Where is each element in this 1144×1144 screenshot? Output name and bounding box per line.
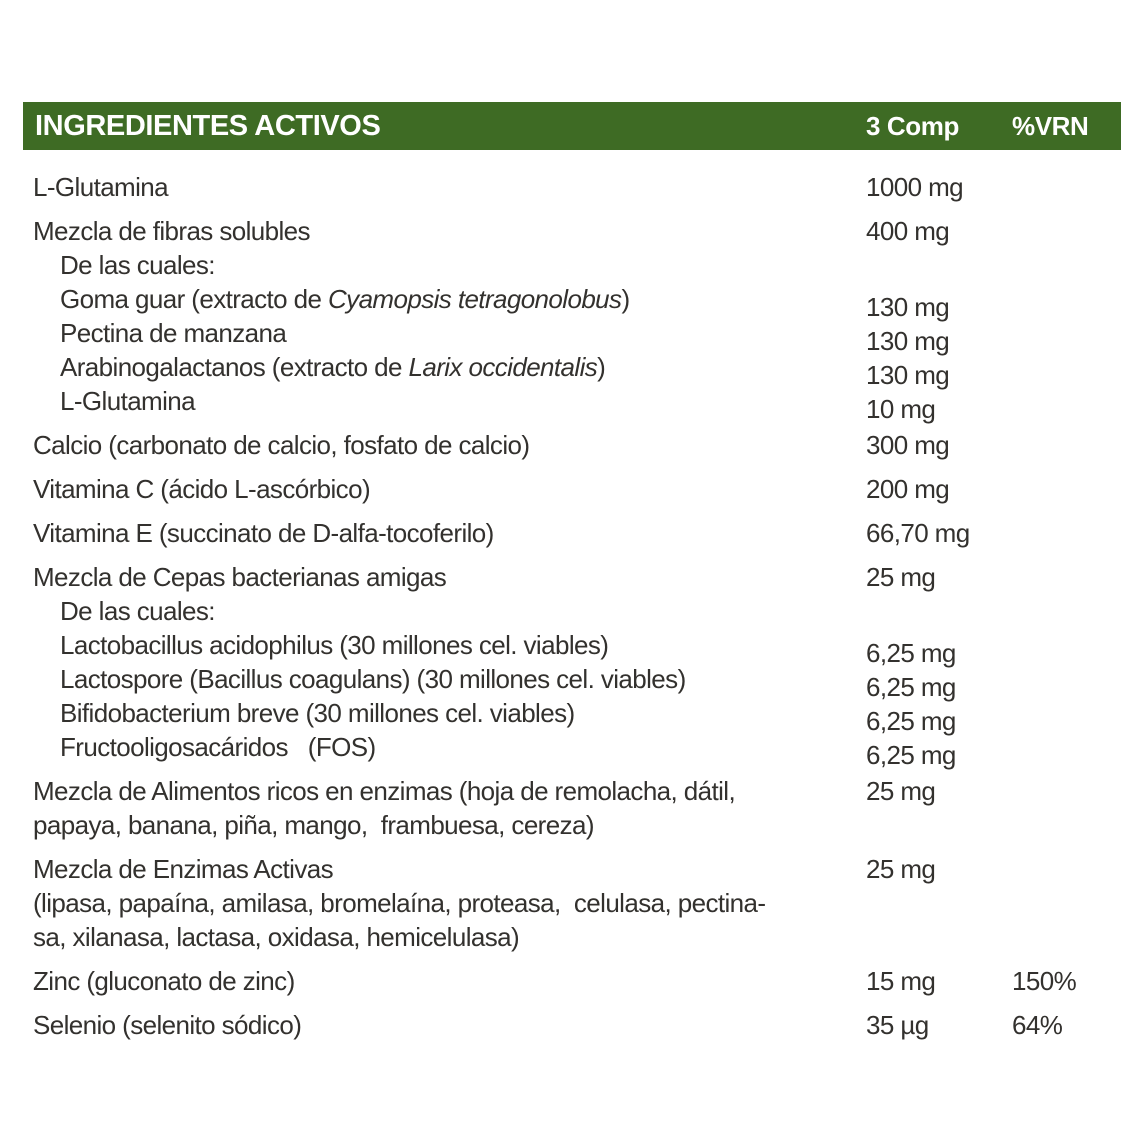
amount-value: 25 mg — [866, 776, 936, 806]
ingredient-label — [33, 594, 866, 628]
row-zinc — [33, 964, 1123, 998]
vrn-value: 150% — [1012, 966, 1077, 996]
row-calcio — [33, 428, 1123, 462]
ingredient-label — [33, 248, 866, 282]
ingredient-label — [33, 852, 866, 954]
ingredient-label — [33, 560, 866, 594]
label-text: Calcio (carbonato de calcio, fosfato de calcio) — [33, 430, 530, 460]
ingredient-label — [33, 170, 866, 204]
row-mezcla-enzimas-activas — [33, 852, 1123, 954]
amount-value: 6,25 mg — [866, 740, 956, 770]
ingredient-label — [33, 730, 866, 764]
row-mezcla-alimentos-enzimas — [33, 774, 1123, 842]
amount-value: 130 mg — [866, 292, 950, 322]
label-text: L-Glutamina — [33, 172, 169, 202]
amount-value: 300 mg — [866, 430, 950, 460]
row-l-glutamina — [33, 170, 1123, 204]
ingredient-label — [33, 428, 866, 462]
label-text: Pectina de manzana — [60, 318, 287, 348]
label-text: Goma guar (extracto de — [60, 284, 328, 314]
table-title: INGREDIENTES ACTIVOS — [35, 109, 381, 142]
label-text: papaya, banana, piña, mango, frambuesa, cereza) — [33, 810, 594, 840]
amount-value: 10 mg — [866, 394, 936, 424]
vrn-value: 64% — [1012, 1010, 1063, 1040]
ingredient-label — [33, 384, 866, 418]
ingredient-label — [33, 1008, 866, 1042]
row-selenio — [33, 1008, 1123, 1042]
ingredient-label — [33, 662, 866, 696]
label-text: Mezcla de fibras solubles — [33, 216, 310, 246]
row-de-las-cuales-2 — [33, 594, 1123, 628]
ingredient-label — [33, 282, 866, 316]
row-mezcla-cepas-bacterianas — [33, 560, 1123, 594]
column-header-vrn: %VRN — [1012, 110, 1089, 141]
amount-value: 6,25 mg — [866, 672, 956, 702]
column-header-amount: 3 Comp — [866, 110, 959, 141]
amount-value: 66,70 mg — [866, 518, 970, 548]
amount-value: 130 mg — [866, 326, 950, 356]
latin-species-name: Cyamopsis tetragonolobus — [328, 284, 622, 314]
amount-value: 130 mg — [866, 360, 950, 390]
amount-value: 400 mg — [866, 216, 950, 246]
ingredient-label — [33, 350, 866, 384]
amount-value: 6,25 mg — [866, 706, 956, 736]
label-text: De las cuales: — [60, 250, 215, 280]
label-text: De las cuales: — [60, 596, 215, 626]
amount-value: 6,25 mg — [866, 638, 956, 668]
label-text: Lactobacillus acidophilus (30 millones cel. viables) — [60, 630, 609, 660]
label-text: Mezcla de Enzimas Activas — [33, 854, 334, 884]
label-text: Vitamina C (ácido L-ascórbico) — [33, 474, 370, 504]
label-text: L-Glutamina — [60, 386, 196, 416]
amount-value: 15 mg — [866, 966, 936, 996]
label-text: Mezcla de Alimentos ricos en enzimas (hoja de remolacha, dátil, — [33, 776, 736, 806]
label-text: Vitamina E (succinato de D-alfa-tocoferilo) — [33, 518, 494, 548]
ingredient-label — [33, 472, 866, 506]
amount-value: 25 mg — [866, 854, 936, 884]
label-text: Fructooligosacáridos (FOS) — [60, 732, 376, 762]
latin-species-name: Larix occidentalis — [408, 352, 598, 382]
label-text: ) — [621, 284, 630, 314]
row-lactobacillus-acidophilus — [33, 628, 1123, 668]
label-text: sa, xilanasa, lactasa, oxidasa, hemicelulasa) — [33, 922, 520, 952]
row-vitamina-e — [33, 516, 1123, 550]
label-text: Bifidobacterium breve (30 millones cel. viables) — [60, 698, 575, 728]
ingredient-label — [33, 628, 866, 662]
row-mezcla-fibras-solubles — [33, 214, 1123, 248]
ingredient-label — [33, 316, 866, 350]
ingredient-label — [33, 696, 866, 730]
label-text: Lactospore (Bacillus coagulans) (30 millones cel. viables) — [60, 664, 686, 694]
ingredient-label — [33, 214, 866, 248]
row-goma-guar — [33, 282, 1123, 322]
row-vitamina-c — [33, 472, 1123, 506]
label-text: ) — [597, 352, 606, 382]
ingredients-rows — [33, 170, 1123, 1042]
amount-value: 35 µg — [866, 1010, 929, 1040]
ingredient-label — [33, 516, 866, 550]
amount-value: 25 mg — [866, 562, 936, 592]
table-header-bar — [23, 102, 1121, 150]
amount-value: 200 mg — [866, 474, 950, 504]
label-text: Arabinogalactanos (extracto de — [60, 352, 409, 382]
label-text: (lipasa, papaína, amilasa, bromelaína, proteasa, celulasa, pectina- — [33, 888, 766, 918]
label-text: Zinc (gluconato de zinc) — [33, 966, 295, 996]
row-de-las-cuales-1 — [33, 248, 1123, 282]
ingredient-label — [33, 774, 866, 842]
label-text: Selenio (selenito sódico) — [33, 1010, 302, 1040]
label-text: Mezcla de Cepas bacterianas amigas — [33, 562, 447, 592]
amount-value: 1000 mg — [866, 172, 963, 202]
ingredient-label — [33, 964, 866, 998]
